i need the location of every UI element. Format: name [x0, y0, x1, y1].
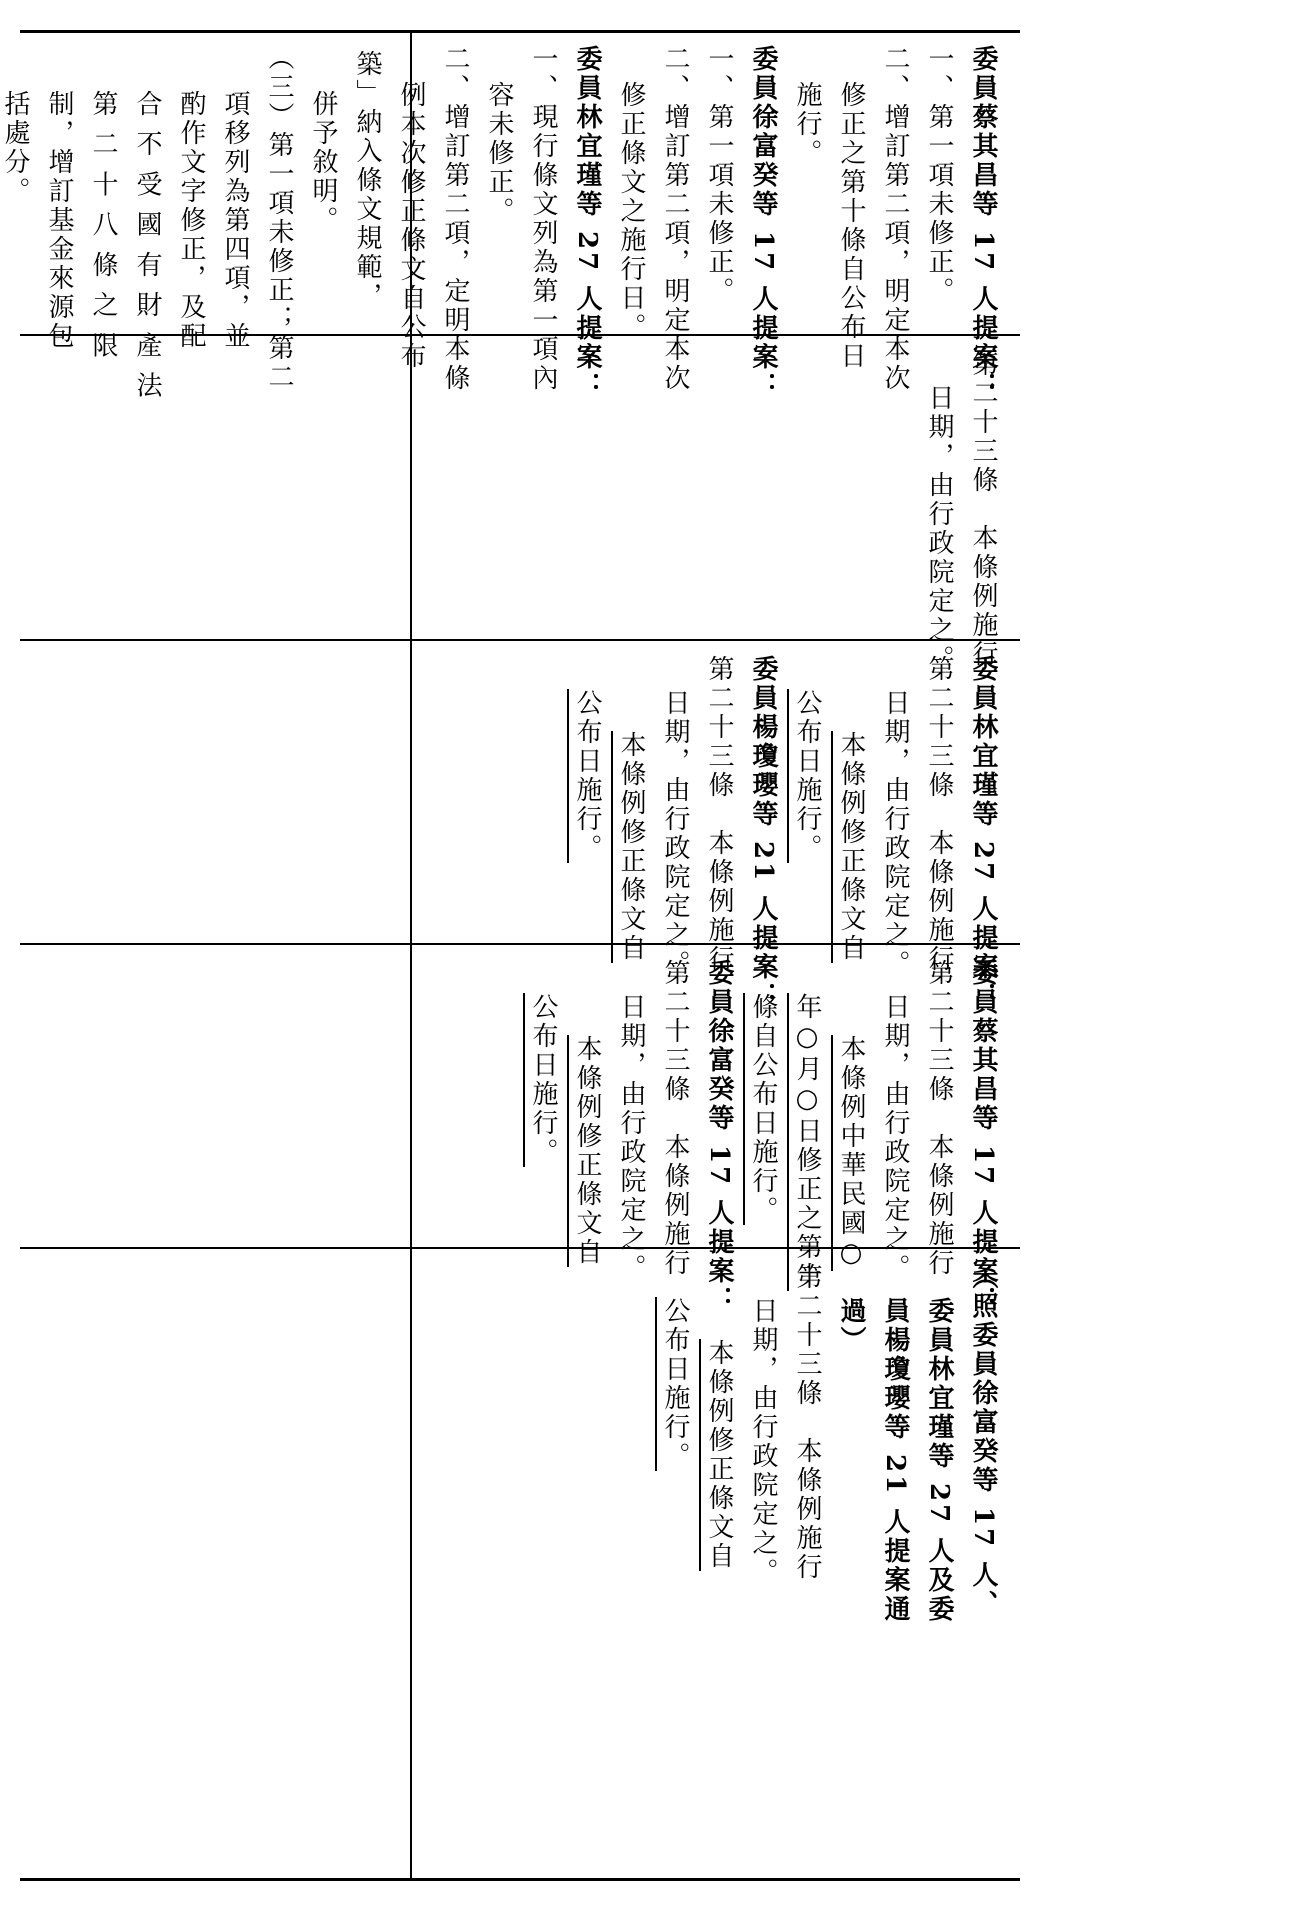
article-text: 第二十三條 本條例施行: [924, 655, 954, 974]
reason-line: 二、增訂第二項，明定本次: [880, 45, 910, 393]
text-line: 第 二 十 八 條 之 限: [88, 90, 118, 361]
amendment-text: 年○月○日修正之第十: [792, 993, 822, 1291]
article-text: 日期，由行政院定之。: [924, 384, 954, 674]
article-text: 第二十三條 本條例施行: [968, 350, 998, 669]
reason-continuation-cell: [0, 34, 408, 401]
amendment-text: 公布日施行。: [528, 993, 558, 1167]
reason-line: 一、第一項未修正。: [924, 45, 954, 306]
passed-header: 委員林宜瑾等 27 人及委: [924, 1297, 954, 1625]
amendment-text: 本條例中華民國○: [836, 1035, 866, 1271]
proposal-header: 委員蔡其昌等 17 人提案：: [968, 959, 998, 1316]
passed-header: 員楊瓊瓔等 21 人提案通: [880, 1297, 910, 1625]
text-line: 合 不 受 國 有 財 產 法: [132, 90, 162, 401]
reason-line: 例本次修正條文自公布: [396, 81, 426, 371]
reason-cell: [396, 33, 1018, 402]
reason-line: 修正之第十條自公布日: [836, 81, 866, 371]
reason-line: 施行。: [792, 81, 822, 168]
article-text: 日期，由行政院定之。: [616, 993, 646, 1283]
proposal-cell-a: [412, 945, 1018, 1316]
text-line: 制，增訂基金來源包: [44, 90, 74, 351]
proposal-header: 委員楊瓊瓔等 21 人提案：: [748, 655, 778, 1012]
amendment-text: 本條例修正條文自: [616, 731, 646, 963]
passed-text-cell: [412, 1249, 1018, 1877]
current-text-cell: [412, 336, 1018, 674]
proposal-header: 委員林宜瑾等 27 人提案：: [968, 655, 998, 1012]
article-text: 日期，由行政院定之。: [880, 993, 910, 1283]
text-line: 併予敘明。: [308, 90, 338, 235]
text-line: 酌作文字修正，及配: [176, 90, 206, 351]
article-text: 第二十三條 本條例施行: [792, 1263, 822, 1582]
proposal-header: 委員蔡其昌等 17 人提案：: [968, 45, 998, 402]
article-text: 日期，由行政院定之。: [660, 689, 690, 979]
reason-line: 容未修正。: [484, 81, 514, 226]
amendment-text: 公布日施行。: [660, 1297, 690, 1471]
reason-line: 修正條文之施行日。: [616, 81, 646, 342]
text-line: （三）第一項未修正；第二: [264, 44, 294, 392]
article-text: 日期，由行政院定之。: [880, 689, 910, 979]
proposal-cell-b: [412, 641, 1018, 1012]
passed-header: 過）: [836, 1297, 866, 1355]
text-line: 築」納入條文規範，: [352, 50, 382, 311]
bottom-border: [20, 1878, 1020, 1881]
amendment-text: 本條例修正條文自: [704, 1339, 734, 1571]
amendment-text: 公布日施行。: [792, 689, 822, 863]
article-text: 第二十三條 本條例施行: [660, 959, 690, 1278]
reason-line: 二、增訂第二項，明定本次: [660, 45, 690, 393]
proposal-header: 委員徐富癸等 17 人提案：: [748, 45, 778, 402]
text-line: 括處分。: [0, 90, 30, 206]
article-text: 第二十三條 本條例施行: [924, 959, 954, 1278]
passed-header: （照委員徐富癸等 17 人、: [968, 1263, 998, 1620]
reason-line: 一、現行條文列為第一項內: [528, 45, 558, 393]
amendment-text: 條自公布日施行。: [748, 993, 778, 1225]
reason-line: 二、增訂第二項，定明本條: [440, 45, 470, 393]
reason-line: 一、第一項未修正。: [704, 45, 734, 306]
article-text: 第二十三條 本條例施行: [704, 655, 734, 974]
proposal-header: 委員徐富癸等 17 人提案：: [704, 959, 734, 1316]
amendment-text: 本條例修正條文自: [836, 731, 866, 963]
proposal-header: 委員林宜瑾等 27 人提案：: [572, 45, 602, 402]
article-text: 日期，由行政院定之。: [748, 1297, 778, 1587]
amendment-text: 公布日施行。: [572, 689, 602, 863]
amendment-text: 本條例修正條文自: [572, 1035, 602, 1267]
text-line: 項移列為第四項，並: [220, 90, 250, 351]
